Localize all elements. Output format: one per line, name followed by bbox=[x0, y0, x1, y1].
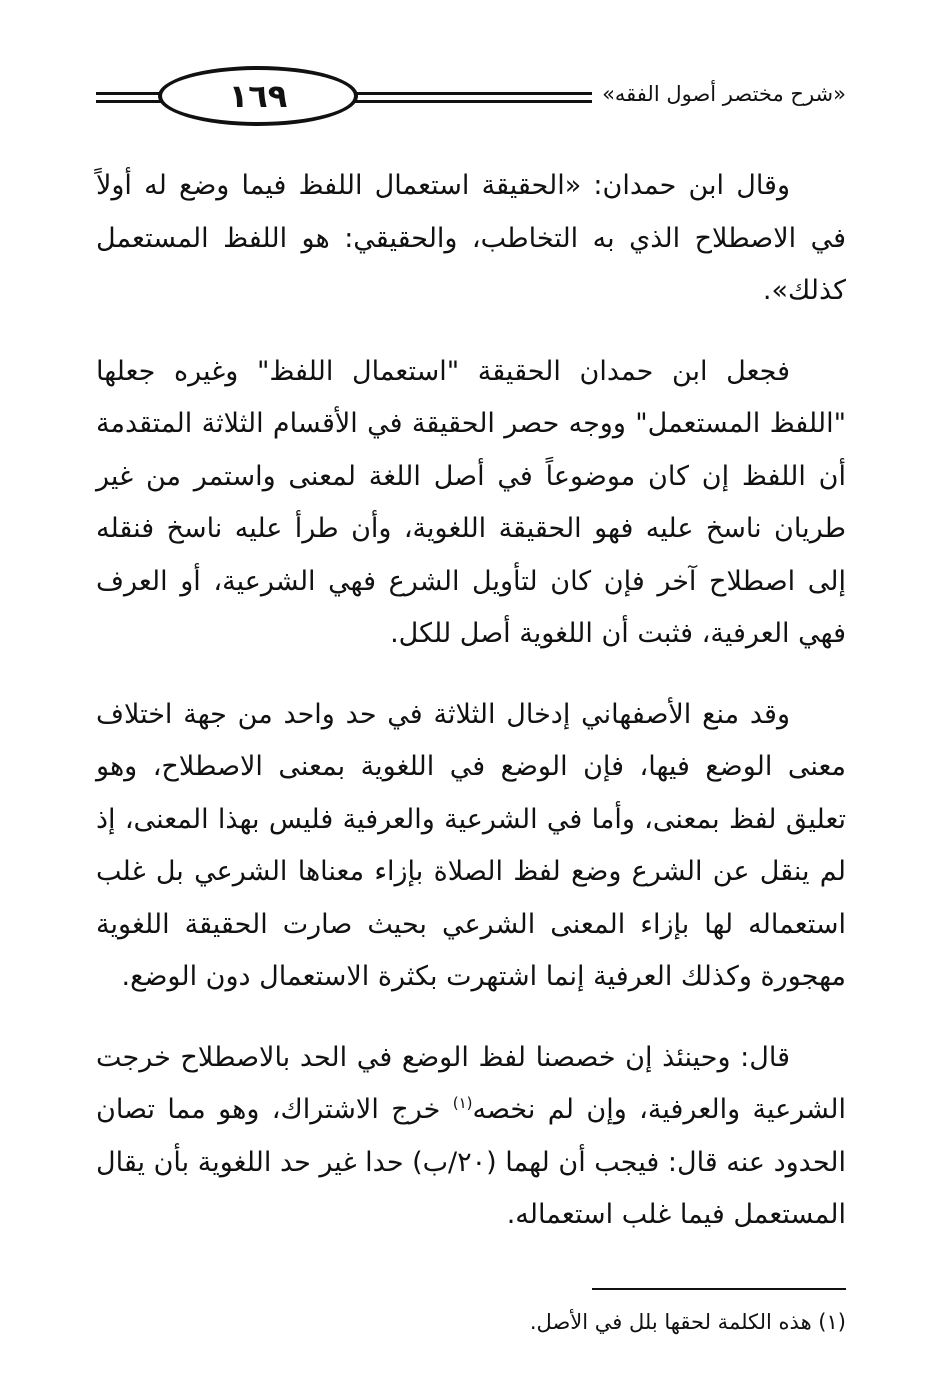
main-text bbox=[96, 160, 846, 1242]
paragraph-4 bbox=[96, 1032, 846, 1242]
page-header bbox=[96, 62, 846, 132]
footnote: (١) هذه الكلمة لحقها بلل في الأصل. bbox=[529, 1310, 846, 1334]
page-number: ١٦٩ bbox=[158, 66, 358, 126]
paragraph-1: وقال ابن حمدان: «الحقيقة استعمال اللفظ فيما وضع له أولاً في الاصطلاح الذي به التخاطب، والحقيقي: هو اللفظ المستعمل كذلك». bbox=[96, 170, 846, 306]
paragraph-4-part-1: قال: وحينئذ إن خصصنا لفظ الوضع في الحد بالاصطلاح خرجت الشرعية والعرفية، وإن لم نخصه bbox=[96, 1041, 846, 1125]
paragraph-2: فجعل ابن حمدان الحقيقة "استعمال اللفظ" وغيره جعلها "اللفظ المستعمل" ووجه حصر الحقيقة في الأقسام الثلاثة المتقدمة أن اللفظ إن كان موضوعاً في أصل اللغة لمعنى واستمر من غير طريان ناسخ عليه فهو الحقيقة اللغوية، وأن طرأ عليه ناسخ فنقله إلى اصطلاح آخر فإن كان لتأويل الشرع فهي الشرعية، أو العرف فهي العرفية، فثبت أن اللغوية أصل للكل. bbox=[96, 355, 846, 649]
footnote-reference: (١) bbox=[452, 1094, 473, 1112]
running-head-title: «شرح مختصر أصول الفقه» bbox=[592, 78, 846, 110]
footnote-separator bbox=[592, 1288, 846, 1290]
paragraph-3: وقد منع الأصفهاني إدخال الثلاثة في حد واحد من جهة اختلاف معنى الوضع فيها، فإن الوضع في اللغوية بمعنى الاصطلاح، وهو تعليق لفظ بمعنى، وأما في الشرعية والعرفية فليس بهذا المعنى، إذ لم ينقل عن الشرع وضع لفظ الصلاة بإزاء معناها الشرعي بل غلب استعماله لها بإزاء المعنى الشرعي بحيث صارت الحقيقة اللغوية مهجورة وكذلك العرفية إنما اشتهرت بكثرة الاستعمال دون الوضع. bbox=[96, 698, 846, 992]
paragraph-4-part-2: خرج الاشتراك، وهو مما تصان الحدود عنه قال: فيجب أن لهما (٢٠/ب) حدا غير حد اللغوية بأن يقال المستعمل فيما غلب استعماله. bbox=[95, 1094, 846, 1230]
